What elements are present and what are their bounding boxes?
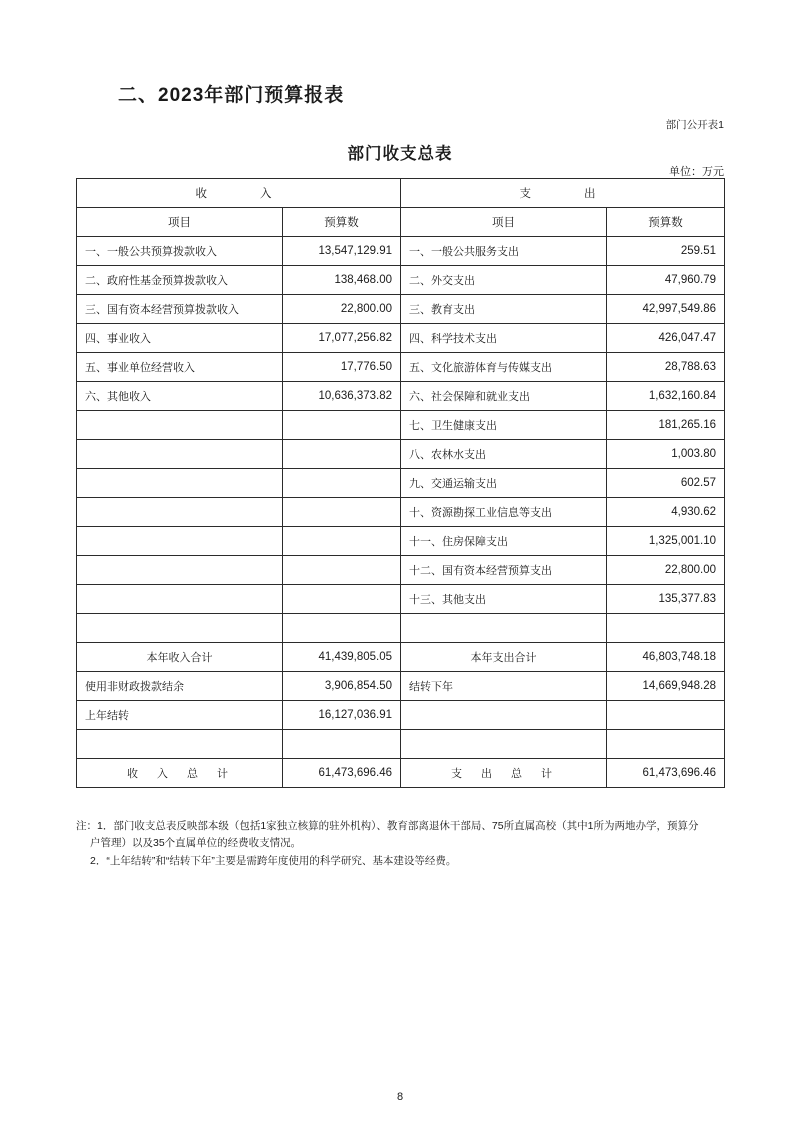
cell-income-item xyxy=(77,440,283,469)
cell-expense-item: 八、农林水支出 xyxy=(401,440,607,469)
cell-expense-value xyxy=(607,701,725,730)
cell-expense-item: 七、卫生健康支出 xyxy=(401,411,607,440)
cell-income-value: 61,473,696.46 xyxy=(283,759,401,788)
cell-income-value: 138,468.00 xyxy=(283,266,401,295)
group-header-income: 收 入 xyxy=(77,179,401,208)
cell-income-item xyxy=(77,556,283,585)
table-row-grand-total xyxy=(77,759,725,788)
cell-expense-item xyxy=(401,614,607,643)
table-row-subtotal xyxy=(77,643,725,672)
cell-income-item: 一、一般公共预算拨款收入 xyxy=(77,237,283,266)
cell-expense-value: 602.57 xyxy=(607,469,725,498)
cell-expense-value: 22,800.00 xyxy=(607,556,725,585)
cell-income-value xyxy=(283,585,401,614)
page-number: 8 xyxy=(396,1091,404,1103)
table-row xyxy=(77,266,725,295)
cell-expense-value: 181,265.16 xyxy=(607,411,725,440)
cell-expense-item: 支 出 总 计 xyxy=(401,759,607,788)
cell-income-value: 10,636,373.82 xyxy=(283,382,401,411)
cell-expense-item: 结转下年 xyxy=(401,672,607,701)
cell-expense-item: 十一、住房保障支出 xyxy=(401,527,607,556)
unit-label: 单位：万元 xyxy=(669,166,724,178)
cell-expense-value: 426,047.47 xyxy=(607,324,725,353)
cell-expense-item: 四、科学技术支出 xyxy=(401,324,607,353)
cell-income-item: 五、事业单位经营收入 xyxy=(77,353,283,382)
table-row xyxy=(77,556,725,585)
cell-income-item: 六、其他收入 xyxy=(77,382,283,411)
table-title: 部门收支总表 xyxy=(347,145,453,163)
page-title: 二、2023年部门预算报表 xyxy=(118,85,345,106)
cell-expense-value: 135,377.83 xyxy=(607,585,725,614)
cell-income-item xyxy=(77,527,283,556)
cell-expense-value: 1,325,001.10 xyxy=(607,527,725,556)
cell-expense-value: 28,788.63 xyxy=(607,353,725,382)
cell-expense-item xyxy=(401,701,607,730)
cell-income-value: 17,077,256.82 xyxy=(283,324,401,353)
table-row xyxy=(77,498,725,527)
cell-income-item: 三、国有资本经营预算拨款收入 xyxy=(77,295,283,324)
cell-income-item: 收 入 总 计 xyxy=(77,759,283,788)
table-row xyxy=(77,237,725,266)
cell-expense-item: 本年支出合计 xyxy=(401,643,607,672)
cell-expense-item: 十、资源勘探工业信息等支出 xyxy=(401,498,607,527)
group-header-expense: 支 出 xyxy=(401,179,725,208)
column-header-income-budget: 预算数 xyxy=(283,208,401,237)
cell-expense-value: 4,930.62 xyxy=(607,498,725,527)
budget-table xyxy=(76,178,725,788)
table-row xyxy=(77,411,725,440)
column-header-expense-budget: 预算数 xyxy=(607,208,725,237)
cell-income-value xyxy=(283,498,401,527)
cell-income-value: 41,439,805.05 xyxy=(283,643,401,672)
cell-income-value xyxy=(283,527,401,556)
cell-expense-item: 六、社会保障和就业支出 xyxy=(401,382,607,411)
cell-income-item: 四、事业收入 xyxy=(77,324,283,353)
table-row xyxy=(77,353,725,382)
cell-expense-value: 259.51 xyxy=(607,237,725,266)
cell-income-value: 17,776.50 xyxy=(283,353,401,382)
cell-income-value: 3,906,854.50 xyxy=(283,672,401,701)
cell-income-item: 上年结转 xyxy=(77,701,283,730)
cell-expense-value xyxy=(607,614,725,643)
cell-expense-item: 三、教育支出 xyxy=(401,295,607,324)
cell-income-item xyxy=(77,411,283,440)
cell-expense-value: 14,669,948.28 xyxy=(607,672,725,701)
cell-income-item xyxy=(77,498,283,527)
cell-income-item: 本年收入合计 xyxy=(77,643,283,672)
table-row xyxy=(77,730,725,759)
cell-income-value xyxy=(283,556,401,585)
cell-expense-value: 47,960.79 xyxy=(607,266,725,295)
note-line-2: 户管理）以及35个直属单位的经费收支情况。 xyxy=(90,837,302,850)
cell-income-value xyxy=(283,730,401,759)
cell-income-value xyxy=(283,440,401,469)
cell-income-value: 13,547,129.91 xyxy=(283,237,401,266)
table-row xyxy=(77,295,725,324)
cell-income-value: 22,800.00 xyxy=(283,295,401,324)
cell-expense-item: 十三、其他支出 xyxy=(401,585,607,614)
cell-expense-value: 1,632,160.84 xyxy=(607,382,725,411)
cell-expense-value: 61,473,696.46 xyxy=(607,759,725,788)
table-column-header-row xyxy=(77,208,725,237)
table-row xyxy=(77,440,725,469)
cell-income-value xyxy=(283,614,401,643)
table-row xyxy=(77,527,725,556)
table-row xyxy=(77,469,725,498)
cell-expense-value xyxy=(607,730,725,759)
column-header-expense-item: 项目 xyxy=(401,208,607,237)
table-notes xyxy=(76,818,728,870)
cell-income-item xyxy=(77,585,283,614)
table-group-header-row xyxy=(77,179,725,208)
cell-income-item: 二、政府性基金预算拨款收入 xyxy=(77,266,283,295)
cell-income-value xyxy=(283,411,401,440)
table-row xyxy=(77,672,725,701)
cell-expense-item: 一、一般公共服务支出 xyxy=(401,237,607,266)
cell-income-item xyxy=(77,730,283,759)
column-header-income-item: 项目 xyxy=(77,208,283,237)
cell-income-value xyxy=(283,469,401,498)
cell-expense-value: 46,803,748.18 xyxy=(607,643,725,672)
cell-expense-item: 五、文化旅游体育与传媒支出 xyxy=(401,353,607,382)
cell-expense-value: 1,003.80 xyxy=(607,440,725,469)
cell-income-item: 使用非财政拨款结余 xyxy=(77,672,283,701)
table-row xyxy=(77,382,725,411)
cell-expense-value: 42,997,549.86 xyxy=(607,295,725,324)
note-line-3: 2．“上年结转”和“结转下年”主要是需跨年度使用的科学研究、基本建设等经费。 xyxy=(90,854,457,867)
cell-income-item xyxy=(77,469,283,498)
cell-income-value: 16,127,036.91 xyxy=(283,701,401,730)
table-row xyxy=(77,701,725,730)
cell-expense-item: 二、外交支出 xyxy=(401,266,607,295)
cell-expense-item: 九、交通运输支出 xyxy=(401,469,607,498)
cell-expense-item: 十二、国有资本经营预算支出 xyxy=(401,556,607,585)
table-row xyxy=(77,324,725,353)
cell-income-item xyxy=(77,614,283,643)
form-code-label: 部门公开表1 xyxy=(665,119,724,131)
table-row xyxy=(77,614,725,643)
cell-expense-item xyxy=(401,730,607,759)
table-row xyxy=(77,585,725,614)
note-line-1: 注：1．部门收支总表反映部本级（包括1家独立核算的驻外机构）、教育部离退休干部局、75所直属高校（其中1所为两地办学，预算分 xyxy=(76,820,699,832)
